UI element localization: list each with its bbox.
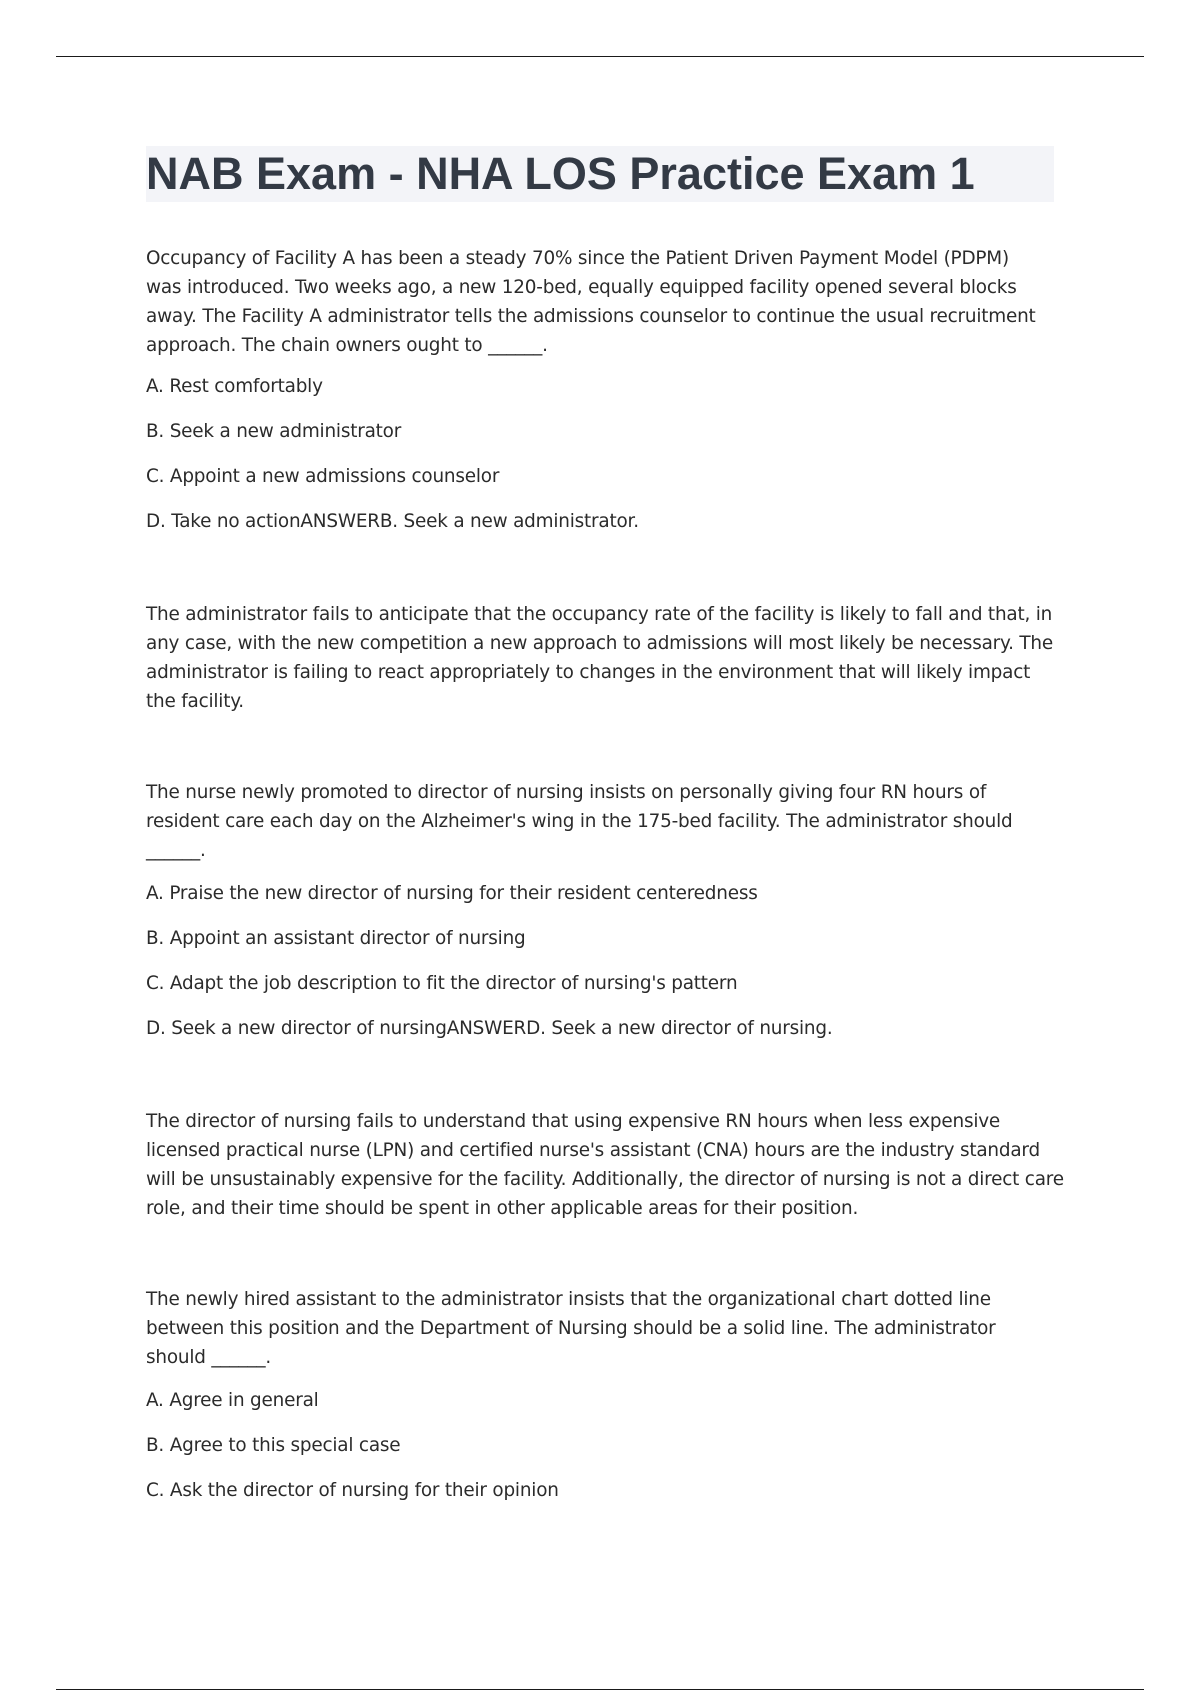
question-1-text: Occupancy of Facility A has been a steady 70% since the Patient Driven Payment Model (PDPM) was introduced. Two weeks ago, a new 120-bed, equally equipped facility opened several blocks away. The Facility A administrator tells the admissions counselor to continue the usual recruitment approach. The chain owners ought to ______.: [146, 248, 1036, 356]
question-2-text: The nurse newly promoted to director of nursing insists on personally giving four RN hours of resident care each day on the Alzheimer's wing in the 175-bed facility. The administrator should ______.: [146, 782, 1013, 861]
question-3-option-c: C. Ask the director of nursing for their opinion: [146, 1480, 559, 1501]
question-1-option-a: A. Rest comfortably: [146, 376, 323, 397]
question-3-option-b: B. Agree to this special case: [146, 1435, 401, 1456]
question-2-option-d-answer: D. Seek a new director of nursingANSWERD. Seek a new director of nursing.: [146, 1018, 833, 1039]
question-2-option-c: C. Adapt the job description to fit the director of nursing's pattern: [146, 973, 738, 994]
top-rule: [56, 56, 1144, 57]
question-1-option-d-answer: D. Take no actionANSWERB. Seek a new administrator.: [146, 511, 639, 532]
document-body: [146, 244, 1066, 1505]
question-2-option-b: B. Appoint an assistant director of nursing: [146, 928, 526, 949]
question-1-option-b: B. Seek a new administrator: [146, 421, 402, 442]
question-2-explanation: The director of nursing fails to understand that using expensive RN hours when less expensive licensed practical nurse (LPN) and certified nurse's assistant (CNA) hours are the industry standard will be unsustainably expensive for the facility. Additionally, the director of nursing is not a direct care role, and their time should be spent in other applicable areas for their position.: [146, 1111, 1064, 1219]
question-1-option-c: C. Appoint a new admissions counselor: [146, 466, 500, 487]
question-2-option-a: A. Praise the new director of nursing for their resident centeredness: [146, 883, 758, 904]
question-3-option-a: A. Agree in general: [146, 1390, 319, 1411]
title-banner: [146, 146, 1054, 202]
question-1-explanation: The administrator fails to anticipate that the occupancy rate of the facility is likely to fall and that, in any case, with the new competition a new approach to admissions will most likely be necessary. The administrator is failing to react appropriately to changes in the environment that will likely impact the facility.: [146, 604, 1053, 712]
page-title: NAB Exam - NHA LOS Practice Exam 1: [146, 148, 975, 199]
question-3-text: The newly hired assistant to the administrator insists that the organizational chart dotted line between this position and the Department of Nursing should be a solid line. The administrator should ______.: [146, 1289, 996, 1368]
bottom-rule: [56, 1689, 1144, 1690]
